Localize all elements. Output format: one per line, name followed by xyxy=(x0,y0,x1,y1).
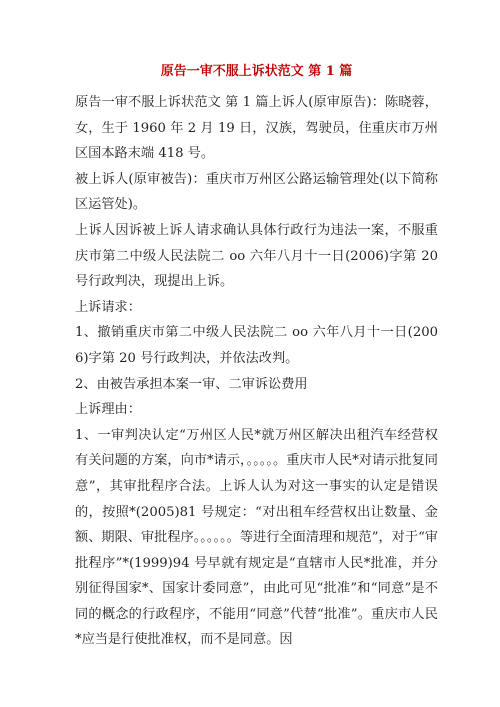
paragraph-cause: 上诉人因诉被上诉人请求确认具体行政行为违法一案，不服重庆市第二中级人民法院二 oo 六年八月十一日(2006)字第 20 号行政判决，现提出上诉。 xyxy=(75,222,438,290)
paragraph-appellee: 被上诉人(原审被告)：重庆市万州区公路运输管理处(以下简称区运管处)。 xyxy=(75,171,438,213)
paragraph-reasons-heading: 上诉理由： xyxy=(75,402,141,418)
paragraph-request-2: 2、由被告承担本案一审、二审诉讼费用 xyxy=(75,376,308,392)
paragraph-requests-heading: 上诉请求： xyxy=(75,299,141,315)
paragraph-appellant: 原告一审不服上诉状范文 第 1 篇上诉人(原审原告)：陈晓蓉，女，生于 1960 年 2 月 19 日，汉族，驾驶员，住重庆市万州区国本路末端 418 号。 xyxy=(75,95,438,162)
document-title: 原告一审不服上诉状范文 第 1 篇 xyxy=(160,64,353,79)
paragraph-reason-1: 1、一审判决认定“万州区人民*就万州区解决出租汽车经营权有关问题的方案，向市*请示，。。。。。重庆市人民*对请示批复同意”，其审批程序合法。上诉人认为对这一事实的认定是错误的，按照*(2005)81 号规定：“对出租车经营权出让数量、金额、期限、审批程序。。。。。。等进行全面清理和规范”，对于“审批程序”*(1999)94 号早就有规定是“直辖市人民*批准，并分别征得国家*、国家计委同意”，由此可见“批准”和“同意”是不同的概念的行政程序，不能用“同意”代替“批准”。重庆市人民*应当是行使批准权，而不是同意。因 xyxy=(75,427,438,648)
paragraph-request-1: 1、撤销重庆市第二中级人民法院二 oo 六年八月十一日(2006)字第 20 号行政判决，并依法改判。 xyxy=(75,325,438,366)
